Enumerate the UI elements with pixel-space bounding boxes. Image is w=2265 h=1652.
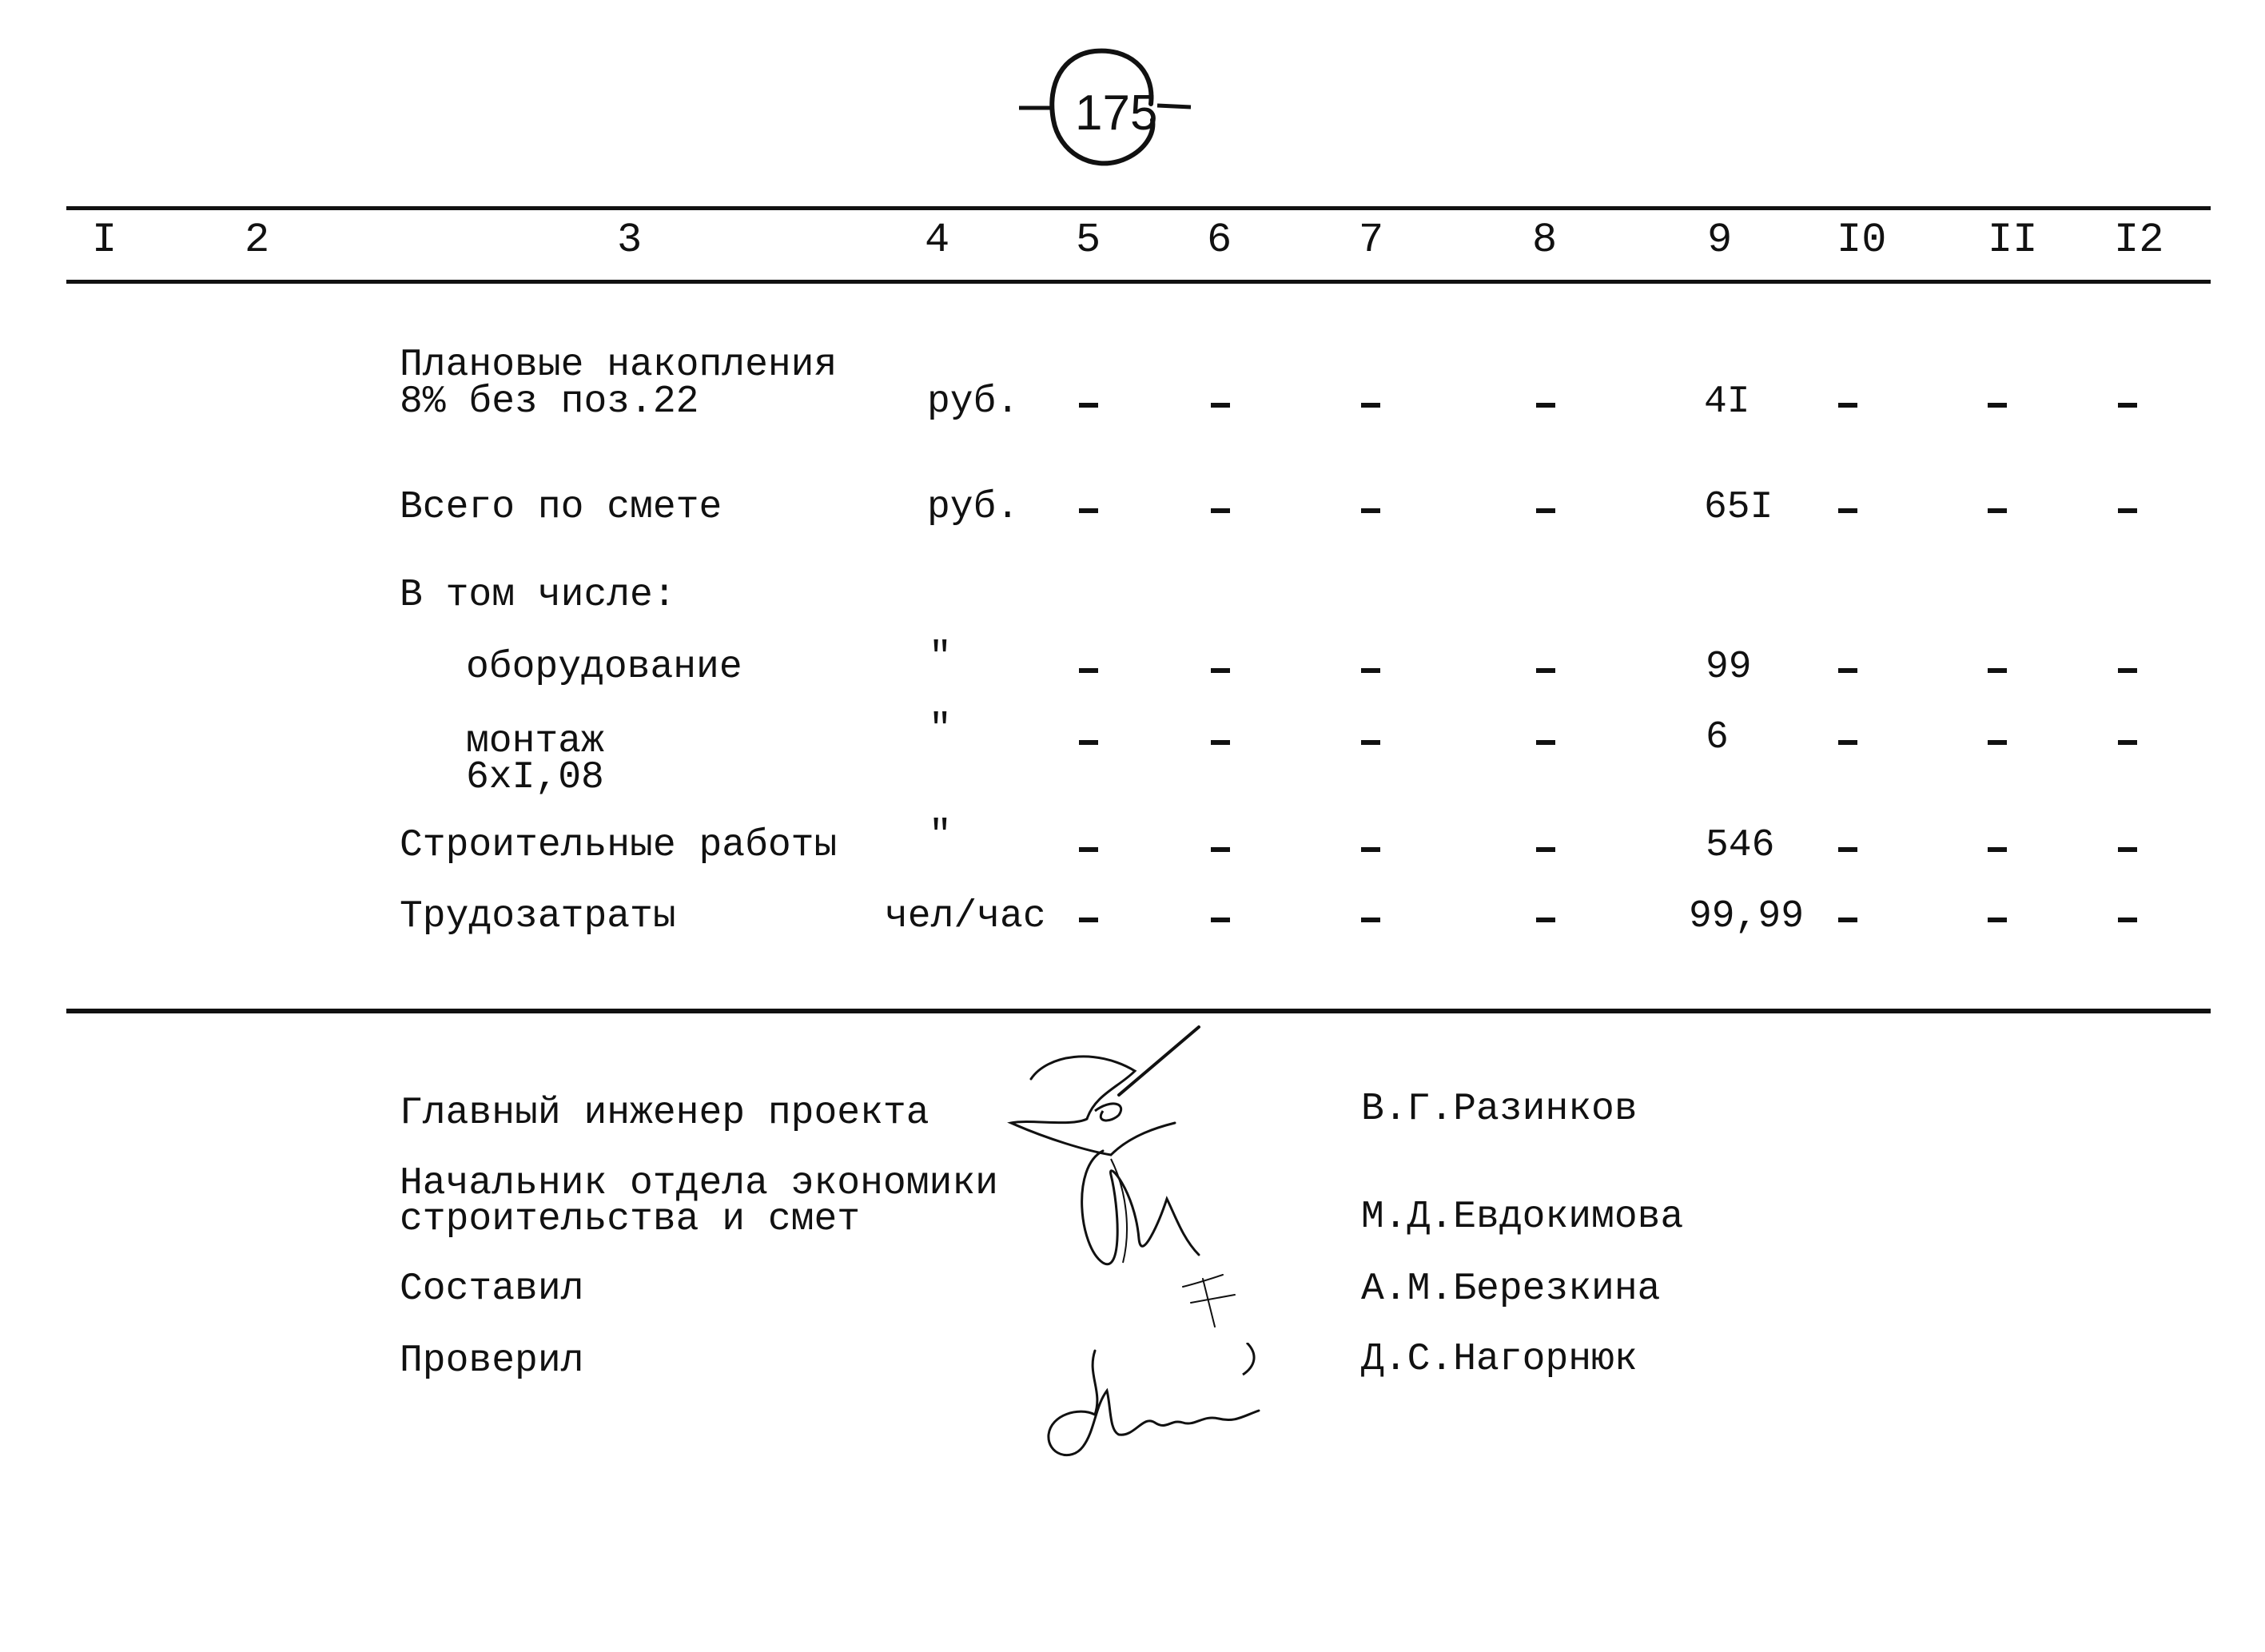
empty-cell-dash: [2118, 403, 2137, 408]
empty-cell-dash: [1079, 508, 1098, 513]
handwritten-signature-3: [1039, 1343, 1279, 1483]
empty-cell-dash: [1838, 668, 1857, 673]
empty-cell-dash: [1079, 668, 1098, 673]
empty-cell-dash: [1361, 740, 1380, 745]
empty-cell-dash: [2118, 508, 2137, 513]
column-header-8: 8: [1532, 217, 1558, 264]
signatory-name: Д.С.Нагорнюк: [1361, 1338, 1638, 1381]
row-name-line: В том числе:: [400, 574, 676, 617]
empty-cell-dash: [1988, 918, 2007, 922]
empty-cell-dash: [1361, 508, 1380, 513]
empty-cell-dash: [1211, 668, 1230, 673]
row-name-line: оборудование: [466, 646, 742, 689]
row-name-line: 6хI,08: [466, 756, 604, 799]
row-unit: чел/час: [885, 895, 1046, 938]
column-header-5: 5: [1076, 217, 1101, 264]
row-value-col9: 546: [1706, 824, 1775, 867]
empty-cell-dash: [1079, 740, 1098, 745]
empty-cell-dash: [1988, 403, 2007, 408]
signatory-name: В.Г.Разинков: [1361, 1088, 1638, 1131]
signatory-position: Составил: [400, 1268, 584, 1311]
row-value-col9: 99: [1706, 646, 1752, 689]
column-header-4: 4: [925, 217, 950, 264]
empty-cell-dash: [2118, 847, 2137, 852]
row-value-col9: 4I: [1704, 380, 1750, 424]
row-name-line: Трудозатраты: [400, 895, 676, 938]
row-name-line: Плановые накопления: [400, 344, 838, 387]
row-name-line: Всего по смете: [400, 486, 722, 529]
empty-cell-dash: [2118, 918, 2137, 922]
row-unit: руб.: [927, 486, 1020, 529]
empty-cell-dash: [1536, 918, 1555, 922]
empty-cell-dash: [1536, 403, 1555, 408]
empty-cell-dash: [1211, 740, 1230, 745]
empty-cell-dash: [1211, 918, 1230, 922]
signatory-position: Главный инженер проекта: [400, 1092, 929, 1135]
table-top-rule: [66, 206, 2211, 210]
column-header-11: II: [1988, 217, 2038, 264]
row-unit-ditto: ": [929, 636, 952, 679]
empty-cell-dash: [1988, 740, 2007, 745]
empty-cell-dash: [1988, 508, 2007, 513]
column-header-12: I2: [2114, 217, 2164, 264]
column-header-3: 3: [617, 217, 643, 264]
row-unit-ditto: ": [929, 814, 952, 858]
empty-cell-dash: [1536, 508, 1555, 513]
empty-cell-dash: [1838, 508, 1857, 513]
empty-cell-dash: [1211, 403, 1230, 408]
column-header-10: I0: [1837, 217, 1887, 264]
empty-cell-dash: [1211, 508, 1230, 513]
row-unit-ditto: ": [929, 708, 952, 751]
empty-cell-dash: [1536, 668, 1555, 673]
empty-cell-dash: [1988, 847, 2007, 852]
row-value-col9: 65I: [1704, 486, 1773, 529]
column-header-2: 2: [245, 217, 270, 264]
empty-cell-dash: [1079, 918, 1098, 922]
row-name-line: монтаж: [466, 720, 604, 763]
empty-cell-dash: [2118, 668, 2137, 673]
signatory-name: М.Д.Евдокимова: [1361, 1196, 1684, 1239]
empty-cell-dash: [1838, 847, 1857, 852]
empty-cell-dash: [1361, 403, 1380, 408]
empty-cell-dash: [1838, 918, 1857, 922]
table-bottom-rule: [66, 1009, 2211, 1013]
table-header-rule: [66, 280, 2211, 284]
empty-cell-dash: [1536, 847, 1555, 852]
row-value-col9: 6: [1706, 716, 1729, 759]
empty-cell-dash: [1079, 847, 1098, 852]
row-name-line: 8% без поз.22: [400, 380, 699, 424]
signatory-name: А.М.Березкина: [1361, 1268, 1661, 1311]
handwritten-signature-2: [1063, 1143, 1271, 1347]
signatory-position: Начальник отдела экономики: [400, 1162, 998, 1205]
signatory-position: строительства и смет: [400, 1198, 861, 1241]
row-value-col9: 99,99: [1689, 895, 1805, 938]
empty-cell-dash: [1988, 668, 2007, 673]
column-header-6: 6: [1207, 217, 1232, 264]
empty-cell-dash: [1838, 740, 1857, 745]
row-name-line: Строительные работы: [400, 824, 838, 867]
signatory-position: Проверил: [400, 1340, 584, 1383]
row-unit: руб.: [927, 380, 1020, 424]
empty-cell-dash: [2118, 740, 2137, 745]
empty-cell-dash: [1361, 668, 1380, 673]
page-number: 175: [1075, 86, 1158, 141]
page-number-stamp: [1015, 40, 1223, 188]
column-header-1: I: [92, 217, 117, 264]
empty-cell-dash: [1361, 847, 1380, 852]
empty-cell-dash: [1079, 403, 1098, 408]
column-header-7: 7: [1359, 217, 1384, 264]
empty-cell-dash: [1838, 403, 1857, 408]
empty-cell-dash: [1536, 740, 1555, 745]
empty-cell-dash: [1361, 918, 1380, 922]
column-header-9: 9: [1707, 217, 1733, 264]
empty-cell-dash: [1211, 847, 1230, 852]
